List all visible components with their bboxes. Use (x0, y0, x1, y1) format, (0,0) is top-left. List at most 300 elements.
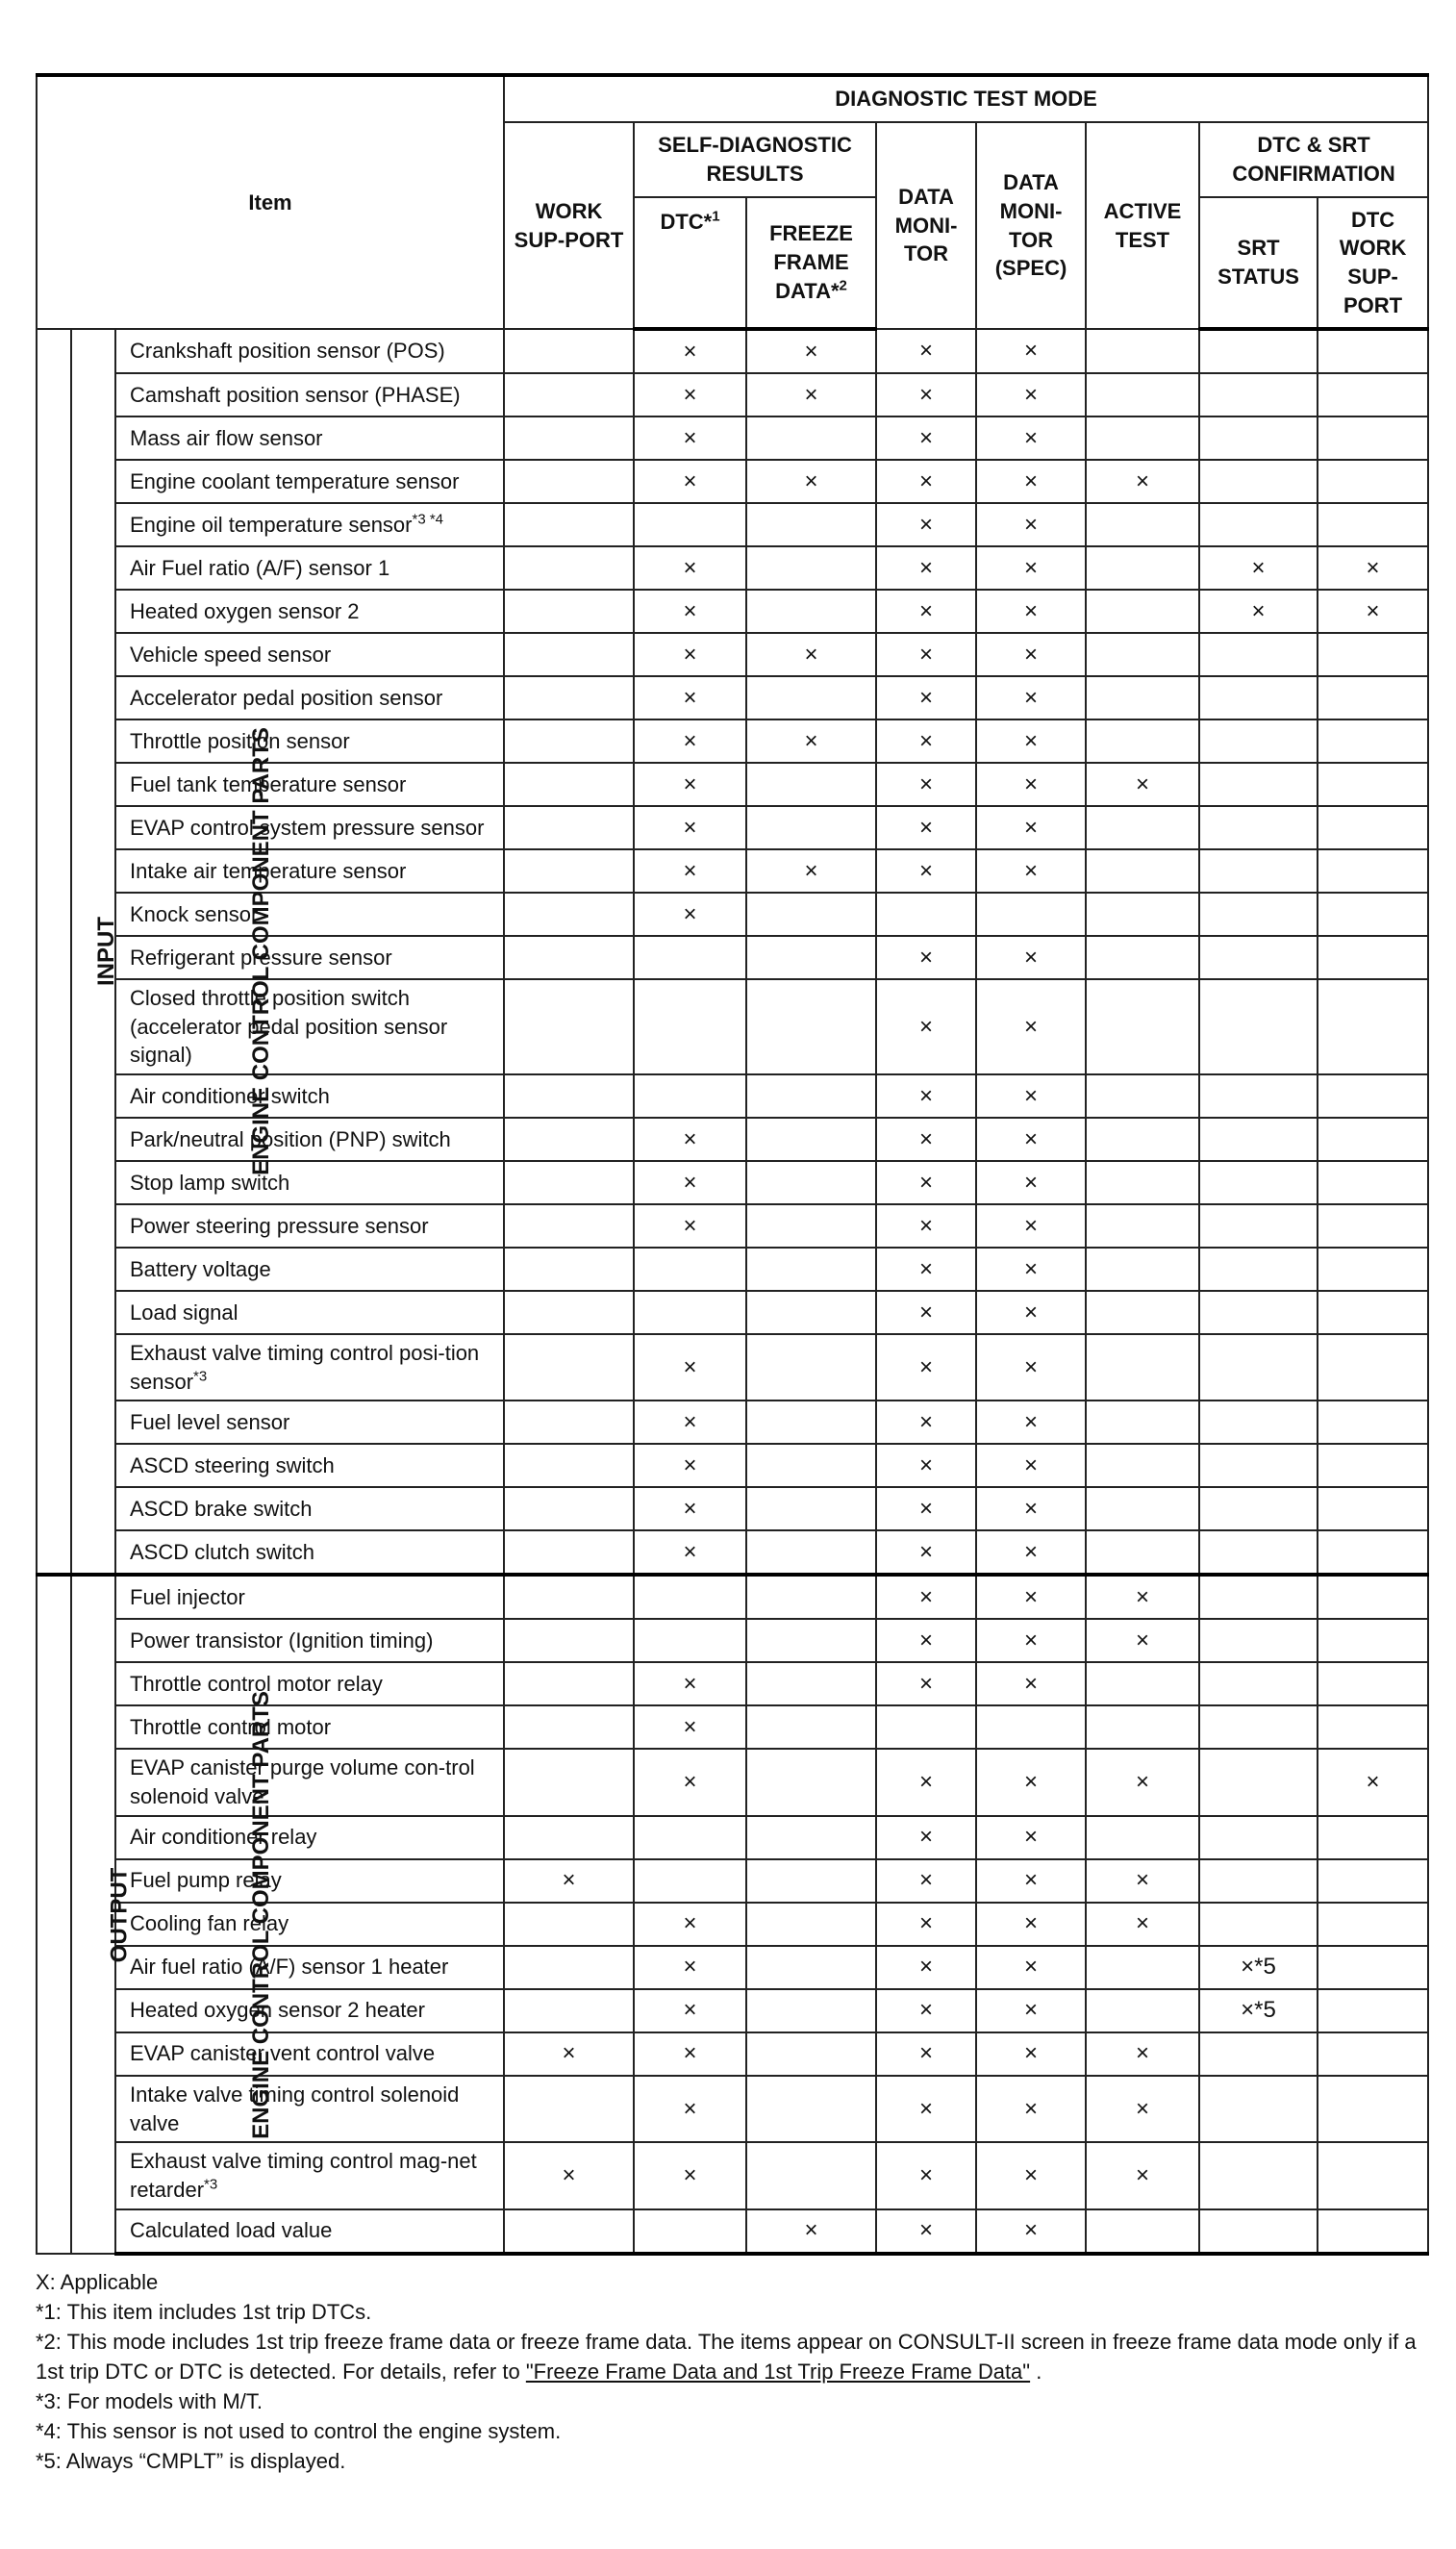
table-row (37, 590, 1428, 633)
output-rows (37, 1575, 1428, 2253)
table-row (37, 633, 1428, 676)
applicable-cell (1318, 763, 1428, 806)
applicable-cell (1199, 1291, 1318, 1334)
applicable-cell (1086, 1946, 1199, 1989)
applicable-cell (1199, 849, 1318, 893)
applicable-cell (504, 936, 634, 979)
applicable-cell (1086, 1816, 1199, 1859)
table-row (37, 676, 1428, 719)
applicable-cell (746, 546, 876, 590)
table-row (37, 1291, 1428, 1334)
table-row (37, 546, 1428, 590)
item-name: Intake air temperature sensor (115, 849, 504, 893)
table-row (37, 1859, 1428, 1903)
applicable-cell (1199, 1619, 1318, 1662)
applicable-cell: × (634, 763, 746, 806)
applicable-cell (746, 1118, 876, 1161)
input-subgroup-label: INPUT (71, 329, 115, 1575)
table-row (37, 1248, 1428, 1291)
dtc-srt-confirmation-header: DTC & SRT CONFIRMATION (1199, 122, 1428, 197)
applicable-cell: × (634, 416, 746, 460)
applicable-cell (1086, 719, 1199, 763)
applicable-cell (746, 1291, 876, 1334)
applicable-cell (746, 1204, 876, 1248)
applicable-cell: × (1318, 546, 1428, 590)
applicable-cell: × (976, 416, 1086, 460)
applicable-cell: × (876, 1487, 976, 1530)
table-row (37, 2032, 1428, 2076)
applicable-cell (746, 2076, 876, 2142)
applicable-cell: × (746, 460, 876, 503)
applicable-cell (1318, 460, 1428, 503)
applicable-cell: × (876, 2076, 976, 2142)
applicable-cell: × (876, 1074, 976, 1118)
applicable-cell (976, 893, 1086, 936)
applicable-cell: × (976, 849, 1086, 893)
applicable-cell (504, 719, 634, 763)
applicable-cell: × (876, 1530, 976, 1575)
applicable-cell (1086, 1444, 1199, 1487)
applicable-cell: × (876, 633, 976, 676)
input-group-label: ENGINE CONTROL COMPONENT PARTS (37, 329, 71, 1575)
applicable-cell (1318, 1903, 1428, 1946)
item-name: Battery voltage (115, 1248, 504, 1291)
note-5: *5: Always “CMPLT” is displayed. (36, 2448, 346, 2473)
applicable-cell: × (876, 590, 976, 633)
applicable-cell (1318, 1118, 1428, 1161)
item-name: Stop lamp switch (115, 1161, 504, 1204)
table-row (37, 1749, 1428, 1815)
applicable-cell (1199, 1444, 1318, 1487)
table-row (37, 2209, 1428, 2254)
applicable-cell: × (976, 936, 1086, 979)
item-name: Cooling fan relay (115, 1903, 504, 1946)
table-row (37, 1575, 1428, 1619)
item-name: Mass air flow sensor (115, 416, 504, 460)
applicable-cell: × (746, 719, 876, 763)
applicable-cell (504, 373, 634, 416)
applicable-cell (1199, 373, 1318, 416)
applicable-cell: × (976, 1401, 1086, 1444)
applicable-cell (746, 1074, 876, 1118)
applicable-cell (1318, 1816, 1428, 1859)
applicable-cell: × (976, 1487, 1086, 1530)
applicable-cell (1199, 719, 1318, 763)
applicable-cell: × (976, 719, 1086, 763)
item-name: EVAP control system pressure sensor (115, 806, 504, 849)
applicable-cell: × (876, 1619, 976, 1662)
applicable-cell: × (876, 1816, 976, 1859)
applicable-cell (746, 1161, 876, 1204)
applicable-cell: × (504, 2032, 634, 2076)
applicable-cell (504, 1662, 634, 1705)
applicable-cell: × (976, 1946, 1086, 1989)
applicable-cell (1318, 849, 1428, 893)
applicable-cell (634, 936, 746, 979)
applicable-cell: ×*5 (1199, 1989, 1318, 2032)
note-2: *2: This mode includes 1st trip freeze frame data or freeze frame data. The items appear on CONSULT-II screen in freeze frame data mode only if a 1st trip DTC or DTC is detected. For details, refer to "Freeze Frame Data and 1st Trip Freeze Frame Data" . (36, 2329, 1417, 2384)
applicable-cell: × (1318, 590, 1428, 633)
applicable-cell (504, 676, 634, 719)
applicable-cell: × (876, 1291, 976, 1334)
item-header: Item (37, 75, 504, 329)
item-name: Exhaust valve timing control posi-tion sensor$^{*3}$ (115, 1334, 504, 1401)
applicable-cell: × (634, 546, 746, 590)
applicable-cell: × (976, 1204, 1086, 1248)
applicable-cell: × (876, 1444, 976, 1487)
applicable-cell: × (634, 1946, 746, 1989)
applicable-cell: × (1086, 1859, 1199, 1903)
table-row (37, 416, 1428, 460)
table-row (37, 893, 1428, 936)
applicable-cell (746, 1401, 876, 1444)
applicable-cell: × (876, 1859, 976, 1903)
applicable-cell (1086, 1118, 1199, 1161)
item-name: Air fuel ratio (A/F) sensor 1 heater (115, 1946, 504, 1989)
note-4: *4: This sensor is not used to control the engine system. (36, 2418, 562, 2443)
note-applicable: X: Applicable (36, 2269, 159, 2294)
applicable-cell (1318, 2076, 1428, 2142)
applicable-cell: × (634, 1334, 746, 1401)
table-row (37, 503, 1428, 546)
applicable-cell (746, 1816, 876, 1859)
applicable-cell: × (634, 1530, 746, 1575)
item-name: Fuel injector (115, 1575, 504, 1619)
applicable-cell: × (876, 1989, 976, 2032)
applicable-cell: × (504, 1859, 634, 1903)
work-support-header: WORK SUP-PORT (504, 122, 634, 329)
applicable-cell (1086, 546, 1199, 590)
applicable-cell: × (976, 979, 1086, 1074)
applicable-cell: × (976, 1859, 1086, 1903)
item-name: Load signal (115, 1291, 504, 1334)
applicable-cell: × (634, 1749, 746, 1815)
applicable-cell (746, 1575, 876, 1619)
applicable-cell (504, 1291, 634, 1334)
applicable-cell (746, 1903, 876, 1946)
applicable-cell: × (634, 1662, 746, 1705)
applicable-cell (1318, 676, 1428, 719)
applicable-cell (1318, 329, 1428, 373)
applicable-cell: × (876, 1575, 976, 1619)
applicable-cell (504, 763, 634, 806)
applicable-cell (1199, 2209, 1318, 2254)
applicable-cell (1086, 1334, 1199, 1401)
item-name: ASCD brake switch (115, 1487, 504, 1530)
applicable-cell: × (1086, 763, 1199, 806)
applicable-cell: × (634, 806, 746, 849)
table-row (37, 1989, 1428, 2032)
applicable-cell: × (634, 2076, 746, 2142)
table-row (37, 1444, 1428, 1487)
applicable-cell (1086, 1291, 1199, 1334)
applicable-cell: × (876, 1248, 976, 1291)
applicable-cell (746, 1749, 876, 1815)
table-row (37, 2142, 1428, 2208)
applicable-cell: × (976, 1662, 1086, 1705)
applicable-cell: × (876, 1903, 976, 1946)
table-row (37, 1118, 1428, 1161)
applicable-cell (1199, 1204, 1318, 1248)
applicable-cell: × (1199, 546, 1318, 590)
applicable-cell (504, 1334, 634, 1401)
applicable-cell (746, 1248, 876, 1291)
applicable-cell (746, 806, 876, 849)
applicable-cell (504, 1705, 634, 1749)
diagnostic-test-mode-header: DIAGNOSTIC TEST MODE (504, 75, 1428, 122)
applicable-cell: × (634, 633, 746, 676)
item-name: Power transistor (Ignition timing) (115, 1619, 504, 1662)
applicable-cell (746, 1989, 876, 2032)
data-monitor-header: DATA MONI-TOR (876, 122, 976, 329)
applicable-cell (504, 1487, 634, 1530)
applicable-cell (1086, 590, 1199, 633)
applicable-cell: × (976, 1074, 1086, 1118)
item-name: Accelerator pedal position sensor (115, 676, 504, 719)
applicable-cell (1318, 1530, 1428, 1575)
applicable-cell: × (876, 2209, 976, 2254)
table-row (37, 936, 1428, 979)
applicable-cell (1086, 416, 1199, 460)
applicable-cell (504, 1903, 634, 1946)
applicable-cell: × (876, 1749, 976, 1815)
applicable-cell (1318, 373, 1428, 416)
applicable-cell: × (634, 1705, 746, 1749)
applicable-cell (1199, 1334, 1318, 1401)
item-name: Heated oxygen sensor 2 heater (115, 1989, 504, 2032)
freeze-frame-data-link[interactable]: "Freeze Frame Data and 1st Trip Freeze Frame Data" (525, 2359, 1031, 2384)
item-name: Refrigerant pressure sensor (115, 936, 504, 979)
item-name: Throttle control motor relay (115, 1662, 504, 1705)
item-name: Vehicle speed sensor (115, 633, 504, 676)
item-name: EVAP canister purge volume con-trol solenoid valve (115, 1749, 504, 1815)
applicable-cell: × (1086, 1575, 1199, 1619)
applicable-cell: × (634, 2142, 746, 2208)
item-name: ASCD steering switch (115, 1444, 504, 1487)
table-row (37, 1619, 1428, 1662)
applicable-cell: × (976, 546, 1086, 590)
applicable-cell (1086, 503, 1199, 546)
applicable-cell (1199, 1487, 1318, 1530)
applicable-cell: × (976, 1989, 1086, 2032)
applicable-cell: × (746, 633, 876, 676)
applicable-cell (1318, 1662, 1428, 1705)
table-row (37, 329, 1428, 373)
applicable-cell (1086, 1401, 1199, 1444)
applicable-cell: × (634, 1903, 746, 1946)
applicable-cell (746, 503, 876, 546)
applicable-cell (1318, 1705, 1428, 1749)
applicable-cell: × (976, 1816, 1086, 1859)
item-name: Closed throttle position switch (accelerator pedal position sensor signal) (115, 979, 504, 1074)
applicable-cell (1318, 1444, 1428, 1487)
applicable-cell: × (634, 893, 746, 936)
applicable-cell: × (876, 1204, 976, 1248)
applicable-cell (504, 1118, 634, 1161)
applicable-cell: × (976, 1161, 1086, 1204)
applicable-cell: × (976, 1334, 1086, 1401)
item-name: Crankshaft position sensor (POS) (115, 329, 504, 373)
applicable-cell: × (634, 1989, 746, 2032)
applicable-cell (1318, 893, 1428, 936)
applicable-cell (1318, 979, 1428, 1074)
active-test-header: ACTIVE TEST (1086, 122, 1199, 329)
applicable-cell (746, 1859, 876, 1903)
applicable-cell (1318, 2032, 1428, 2076)
applicable-cell (504, 1619, 634, 1662)
applicable-cell: × (1086, 2032, 1199, 2076)
applicable-cell (746, 1487, 876, 1530)
applicable-cell (634, 1074, 746, 1118)
data-monitor-spec-header: DATA MONI-TOR (SPEC) (976, 122, 1086, 329)
table-row (37, 1903, 1428, 1946)
applicable-cell (504, 2076, 634, 2142)
applicable-cell (1318, 1074, 1428, 1118)
table-row (37, 1662, 1428, 1705)
applicable-cell (1086, 1161, 1199, 1204)
table-row (37, 1816, 1428, 1859)
applicable-cell: ×*5 (1199, 1946, 1318, 1989)
item-name: Park/neutral position (PNP) switch (115, 1118, 504, 1161)
applicable-cell (1199, 329, 1318, 373)
applicable-cell: × (876, 849, 976, 893)
applicable-cell (1199, 1816, 1318, 1859)
applicable-cell (746, 1530, 876, 1575)
footnotes (36, 2267, 1427, 2476)
applicable-cell: × (876, 1334, 976, 1401)
applicable-cell (1086, 329, 1199, 373)
applicable-cell (746, 979, 876, 1074)
item-name: Air conditioner switch (115, 1074, 504, 1118)
table-row (37, 1074, 1428, 1118)
applicable-cell (1199, 1074, 1318, 1118)
table-row (37, 763, 1428, 806)
applicable-cell (1199, 763, 1318, 806)
applicable-cell (1199, 1859, 1318, 1903)
applicable-cell (1318, 936, 1428, 979)
self-diagnostic-results-header: SELF-DIAGNOSTIC RESULTS (634, 122, 876, 197)
item-name: Camshaft position sensor (PHASE) (115, 373, 504, 416)
applicable-cell: × (876, 503, 976, 546)
applicable-cell (1199, 979, 1318, 1074)
applicable-cell (634, 503, 746, 546)
applicable-cell: × (1199, 590, 1318, 633)
applicable-cell (1086, 893, 1199, 936)
item-name: Throttle control motor (115, 1705, 504, 1749)
applicable-cell (1199, 1530, 1318, 1575)
applicable-cell (1086, 1248, 1199, 1291)
applicable-cell (746, 1444, 876, 1487)
note-3: *3: For models with M/T. (36, 2388, 263, 2413)
applicable-cell: × (976, 590, 1086, 633)
applicable-cell (976, 1705, 1086, 1749)
applicable-cell (504, 1575, 634, 1619)
table-row (37, 1487, 1428, 1530)
table-row (37, 460, 1428, 503)
applicable-cell: × (876, 460, 976, 503)
applicable-cell (746, 936, 876, 979)
applicable-cell (504, 416, 634, 460)
item-name: Air Fuel ratio (A/F) sensor 1 (115, 546, 504, 590)
applicable-cell (1318, 1161, 1428, 1204)
applicable-cell (1199, 2076, 1318, 2142)
applicable-cell: × (876, 1946, 976, 1989)
applicable-cell (504, 893, 634, 936)
applicable-cell: × (976, 1619, 1086, 1662)
applicable-cell (1318, 633, 1428, 676)
applicable-cell: × (976, 1444, 1086, 1487)
applicable-cell: × (876, 719, 976, 763)
item-name: Exhaust valve timing control mag-net retarder$^{*3}$ (115, 2142, 504, 2208)
applicable-cell (504, 329, 634, 373)
applicable-cell (746, 1334, 876, 1401)
item-name: ASCD clutch switch (115, 1530, 504, 1575)
applicable-cell (1199, 633, 1318, 676)
applicable-cell (504, 1401, 634, 1444)
applicable-cell (634, 2209, 746, 2254)
applicable-cell: × (634, 1401, 746, 1444)
applicable-cell (504, 1530, 634, 1575)
applicable-cell (746, 2032, 876, 2076)
item-name: Calculated load value (115, 2209, 504, 2254)
applicable-cell (1318, 2142, 1428, 2208)
applicable-cell (634, 1859, 746, 1903)
applicable-cell: × (1086, 1619, 1199, 1662)
applicable-cell: × (976, 763, 1086, 806)
applicable-cell (746, 676, 876, 719)
table-row (37, 1334, 1428, 1401)
applicable-cell (1199, 460, 1318, 503)
applicable-cell (1086, 1989, 1199, 2032)
applicable-cell (1318, 503, 1428, 546)
applicable-cell: × (1086, 2142, 1199, 2208)
applicable-cell: × (634, 1204, 746, 1248)
applicable-cell: × (634, 676, 746, 719)
applicable-cell: × (976, 1291, 1086, 1334)
applicable-cell (746, 590, 876, 633)
applicable-cell (504, 633, 634, 676)
applicable-cell (504, 590, 634, 633)
table-row (37, 2076, 1428, 2142)
applicable-cell (1086, 1204, 1199, 1248)
applicable-cell: × (634, 460, 746, 503)
applicable-cell (1199, 2142, 1318, 2208)
applicable-cell (504, 1946, 634, 1989)
applicable-cell (876, 893, 976, 936)
table-row (37, 849, 1428, 893)
note-1: *1: This item includes 1st trip DTCs. (36, 2299, 372, 2324)
applicable-cell (1199, 806, 1318, 849)
table-row (37, 1530, 1428, 1575)
applicable-cell: × (876, 329, 976, 373)
applicable-cell: × (1086, 1903, 1199, 1946)
applicable-cell: × (876, 979, 976, 1074)
applicable-cell (1199, 1575, 1318, 1619)
applicable-cell (1199, 1749, 1318, 1815)
applicable-cell (1318, 416, 1428, 460)
dtc-work-support-header: DTC WORK SUP-PORT (1318, 197, 1428, 329)
item-name: Intake valve timing control solenoid valve (115, 2076, 504, 2142)
applicable-cell (1086, 1074, 1199, 1118)
applicable-cell: × (1318, 1749, 1428, 1815)
applicable-cell: × (634, 1118, 746, 1161)
applicable-cell (504, 2209, 634, 2254)
applicable-cell: × (976, 676, 1086, 719)
item-name: Power steering pressure sensor (115, 1204, 504, 1248)
applicable-cell (504, 806, 634, 849)
applicable-cell: × (876, 936, 976, 979)
applicable-cell (504, 849, 634, 893)
